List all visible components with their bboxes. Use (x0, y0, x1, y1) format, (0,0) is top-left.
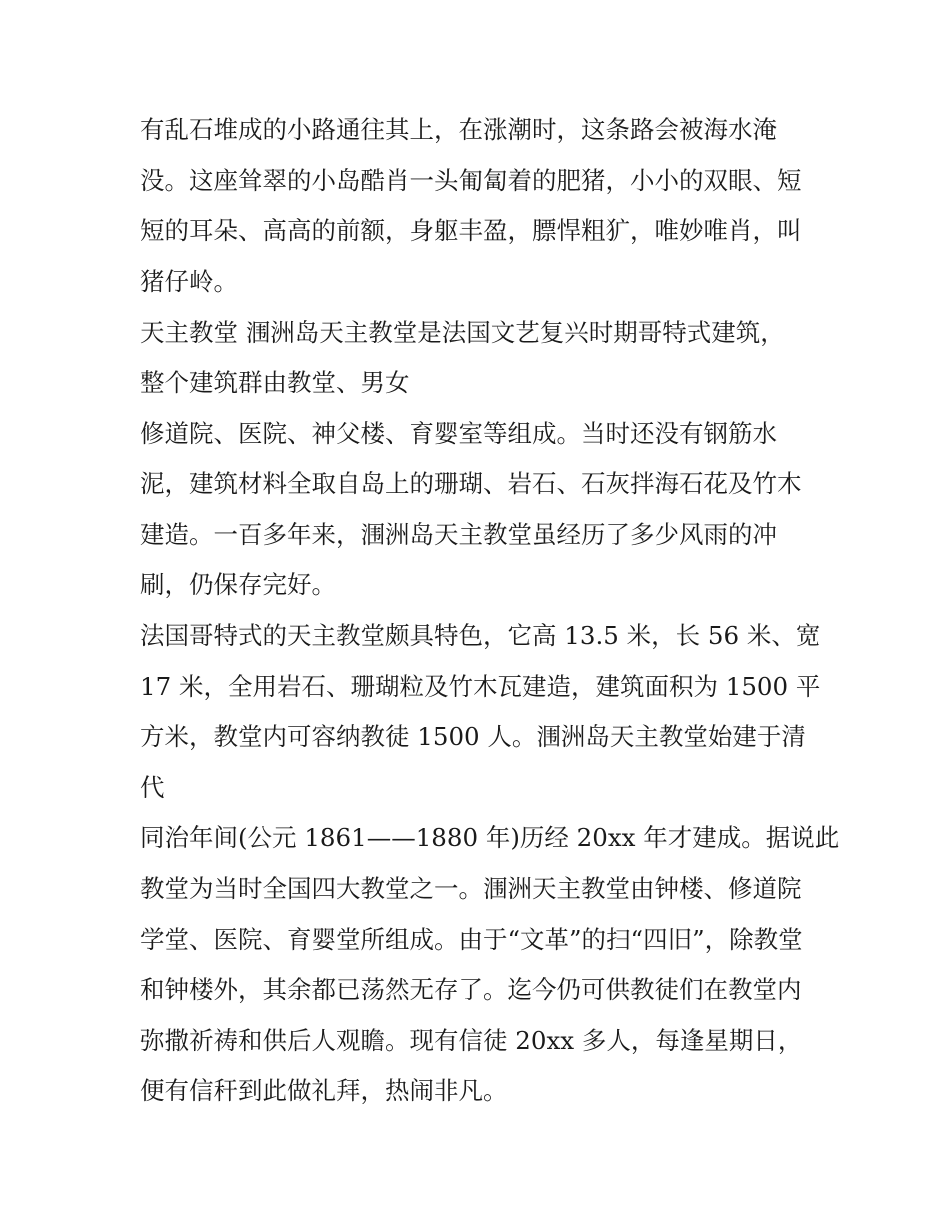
text-line: 方米，教堂内可容纳教徒 1500 人。涠洲岛天主教堂始建于清 (140, 722, 806, 751)
text-line: 整个建筑群由教堂、男女 (140, 368, 410, 397)
text-line: 弥撒祈祷和供后人观瞻。现有信徒 20xx 多人，每逢星期日， (140, 1026, 803, 1055)
text-line: 学堂、医院、育婴堂所组成。由于“文革”的扫“四旧”，除教堂 (140, 925, 803, 954)
text-line: 猪仔岭。 (140, 267, 238, 296)
text-line: 刷，仍保存完好。 (140, 570, 336, 599)
text-line: 17 米，全用岩石、珊瑚粒及竹木瓦建造，建筑面积为 1500 平 (140, 672, 821, 701)
text-line: 同治年间(公元 1861——1880 年)历经 20xx 年才建成。据说此 (140, 823, 840, 852)
text-line: 代 (140, 773, 165, 802)
text-line: 修道院、医院、神父楼、育婴室等组成。当时还没有钢筋水 (140, 419, 777, 448)
text-line: 便有信秆到此做礼拜，热闹非凡。 (140, 1076, 508, 1105)
text-line: 教堂为当时全国四大教堂之一。涠洲天主教堂由钟楼、修道院 (140, 874, 802, 903)
text-line: 和钟楼外，其余都已荡然无存了。迄今仍可供教徒们在教堂内 (140, 975, 802, 1004)
text-line: 短的耳朵、高高的前额，身躯丰盈，膘悍粗犷，唯妙唯肖，叫 (140, 216, 802, 245)
text-line: 天主教堂 涠洲岛天主教堂是法国文艺复兴时期哥特式建筑， (140, 318, 785, 347)
text-line: 泥，建筑材料全取自岛上的珊瑚、岩石、石灰拌海石花及竹木 (140, 469, 802, 498)
text-line: 法国哥特式的天主教堂颇具特色，它高 13.5 米，长 56 米、宽 (140, 621, 821, 650)
text-line: 建造。一百多年来，涠洲岛天主教堂虽经历了多少风雨的冲 (140, 520, 777, 549)
text-line: 没。这座耸翠的小岛酷肖一头匍匐着的肥猪，小小的双眼、短 (140, 166, 802, 195)
text-line: 有乱石堆成的小路通往其上，在涨潮时，这条路会被海水淹 (140, 115, 777, 144)
